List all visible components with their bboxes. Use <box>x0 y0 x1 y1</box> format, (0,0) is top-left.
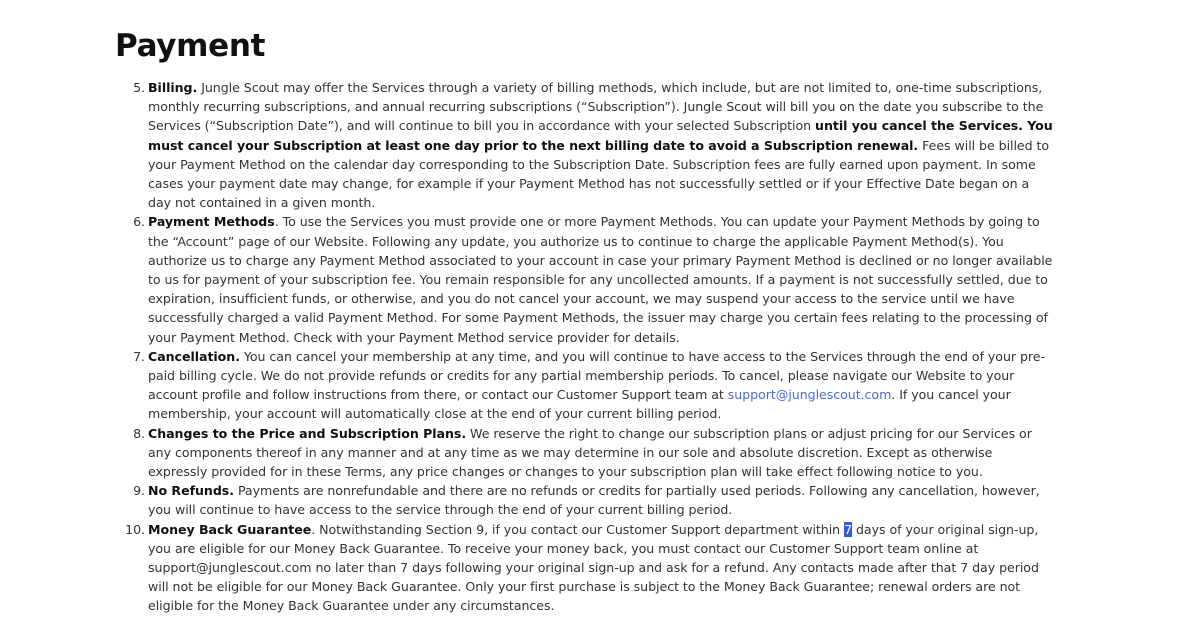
item-heading: Money Back Guarantee <box>148 521 312 537</box>
item-number: 7. <box>133 348 145 364</box>
list-item-money-back-guarantee <box>125 520 1054 616</box>
terms-list <box>125 78 1054 616</box>
item-text: Payments are nonrefundable and there are no refunds or credits for partially used periods. Following any cancellation, however, you will continue to have access to the service through the end of your current billing period. <box>148 483 1040 518</box>
item-text: . To use the Services you must provide one or more Payment Methods. You can update your Payment Methods by going to the “Account” page of our Website. Following any update, you authorize us to continue to charge the applicable Payment Method(s). You authorize us to charge any Payment Method associated to your account in case your primary Payment Method is declined or no longer available to us for payment of your subscription fee. You remain responsible for any uncollected amounts. If a payment is not successfully settled, due to expiration, insufficient funds, or otherwise, and you do not cancel your account, we may suspend your access to the service until we have successfully charged a valid Payment Method. For some Payment Methods, the issuer may charge you certain fees relating to the processing of your Payment Method. Check with your Payment Method service provider for details. <box>148 214 1053 345</box>
page-title: Payment <box>115 28 266 64</box>
item-text: . Notwithstanding Section 9, if you contact our Customer Support department within <box>311 521 845 537</box>
item-text: We reserve the right to change our subscription plans or adjust pricing for our Services or any components thereof in any manner and at any time as we may determine in our sole and absolute discretion. Except as otherwise expressly provided for in these Terms, any price changes or changes to your subscription plan will take effect following notice to you. <box>148 425 1032 480</box>
list-item-payment-methods <box>133 212 1054 346</box>
item-text: Jungle Scout may offer the Services through a variety of billing methods, which include, but are not limited to, one-time subscriptions, monthly recurring subscriptions, and annual recurring subscriptions (“Subscription”). Jungle Scout will bill you on the date you subscribe to the Services (“Subscription Date”), and will continue to bill you in accordance with your selected Subscription <box>148 80 1044 134</box>
item-number: 10. <box>125 521 145 537</box>
list-item-price-changes <box>133 424 1054 482</box>
item-number: 9. <box>133 483 145 499</box>
list-item-billing <box>133 78 1054 212</box>
item-text: . If you cancel your membership, your account will automatically close at the end of your current billing period. <box>148 387 1011 422</box>
selected-text-highlight[interactable]: 7 <box>844 521 853 537</box>
item-bold-text: until you cancel the Services. You must cancel your Subscription at least one day prior to the next billing date to avoid a Subscription renewal. <box>148 118 1053 153</box>
item-number: 5. <box>133 80 145 95</box>
item-text: days of your original sign-up, you are eligible for our Money Back Guarantee. To receive your money back, you must contact our Customer Support team online at support@junglescout.com no later than 7 days following your original sign-up and ask for a refund. Any contacts made after that 7 day period will not be eligible for our Money Back Guarantee. Only your first purchase is subject to the Money Back Guarantee; renewal orders are not eligible for the Money Back Guarantee under any circumstances. <box>148 521 1039 614</box>
support-email-link[interactable]: support@junglescout.com <box>727 387 892 403</box>
item-text: Fees will be billed to your Payment Method on the calendar day corresponding to the Subscription Date. Subscription fees are fully earned upon payment. In some cases your payment date may change, for example if your Payment Method has not successfully settled or if your Effective Date began on a day not contained in a given month. <box>148 137 1050 211</box>
item-heading: No Refunds. <box>148 483 234 499</box>
item-heading: Payment Methods <box>148 214 275 230</box>
item-heading: Cancellation. <box>148 348 240 364</box>
item-heading: Billing. <box>148 80 198 95</box>
list-item-cancellation <box>133 347 1054 424</box>
item-number: 6. <box>133 214 145 230</box>
item-text: You can cancel your membership at any time, and you will continue to have access to the Services through the end of your pre-paid billing cycle. We do not provide refunds or credits for any partial membership periods. To cancel, please navigate our Website to your account profile and follow instructions from there, or contact our Customer Support team at <box>148 348 1045 403</box>
item-number: 8. <box>133 425 145 441</box>
item-heading: Changes to the Price and Subscription Plans. <box>148 425 467 441</box>
list-item-no-refunds <box>133 481 1054 519</box>
